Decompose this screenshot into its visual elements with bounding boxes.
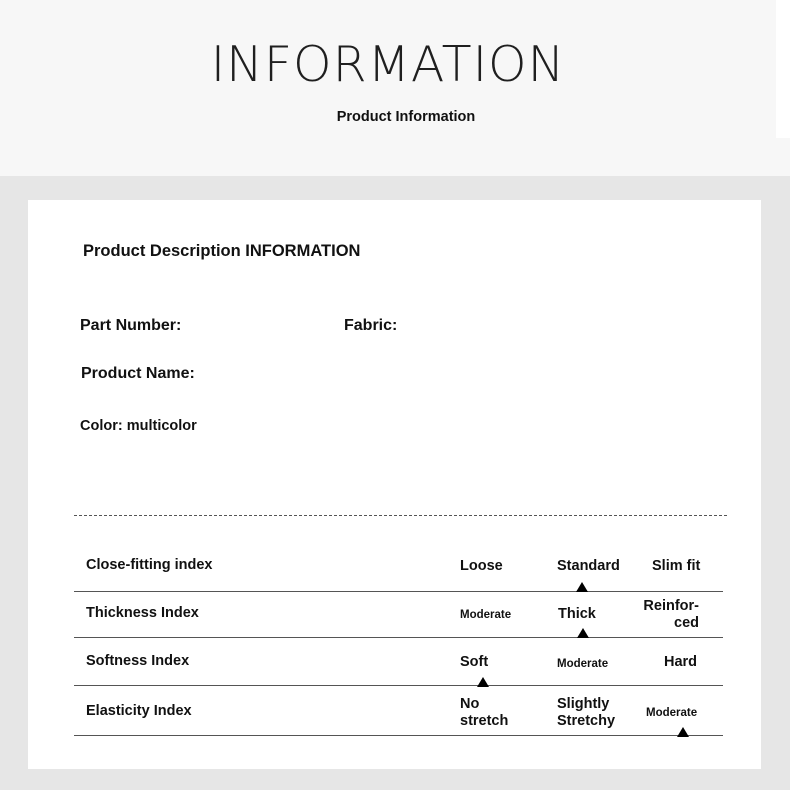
index-row-close-fitting <box>74 544 723 592</box>
header-edge-panel <box>776 0 790 138</box>
product-name-label: Product Name: <box>81 365 195 382</box>
index-row-elasticity <box>74 686 723 736</box>
index-option: Moderate <box>646 707 698 719</box>
index-label: Thickness Index <box>86 605 199 621</box>
index-option: Moderate <box>460 609 512 621</box>
part-number-label: Part Number: <box>80 317 182 334</box>
index-option: Slightly Stretchy <box>557 696 616 729</box>
index-option: Reinfor- ced <box>643 598 699 631</box>
fabric-label: Fabric: <box>344 317 398 334</box>
page-title: INFORMATION <box>210 36 566 93</box>
index-label: Close-fitting index <box>86 557 213 573</box>
header-banner <box>0 0 790 176</box>
index-option: Soft <box>460 654 489 670</box>
index-label: Softness Index <box>86 653 190 669</box>
selected-marker-icon <box>677 727 689 737</box>
selected-marker-icon <box>577 628 589 638</box>
index-label: Elasticity Index <box>86 703 192 719</box>
page-subtitle: Product Information <box>336 109 476 125</box>
index-option: Standard <box>557 558 620 574</box>
color-label: Color: multicolor <box>80 418 197 434</box>
description-title: Product Description INFORMATION <box>83 242 361 260</box>
page-bottom-band <box>0 770 790 790</box>
index-option: Thick <box>558 606 596 622</box>
dashed-divider <box>74 515 727 516</box>
index-option: Slim fit <box>652 558 701 574</box>
selected-marker-icon <box>576 582 588 592</box>
product-info-card <box>28 200 761 769</box>
index-option: No stretch <box>460 696 509 729</box>
index-row-softness <box>74 638 723 686</box>
index-option: Hard <box>664 654 698 670</box>
index-option: Loose <box>460 558 503 574</box>
index-row-thickness <box>74 592 723 638</box>
index-option: Moderate <box>557 658 609 670</box>
